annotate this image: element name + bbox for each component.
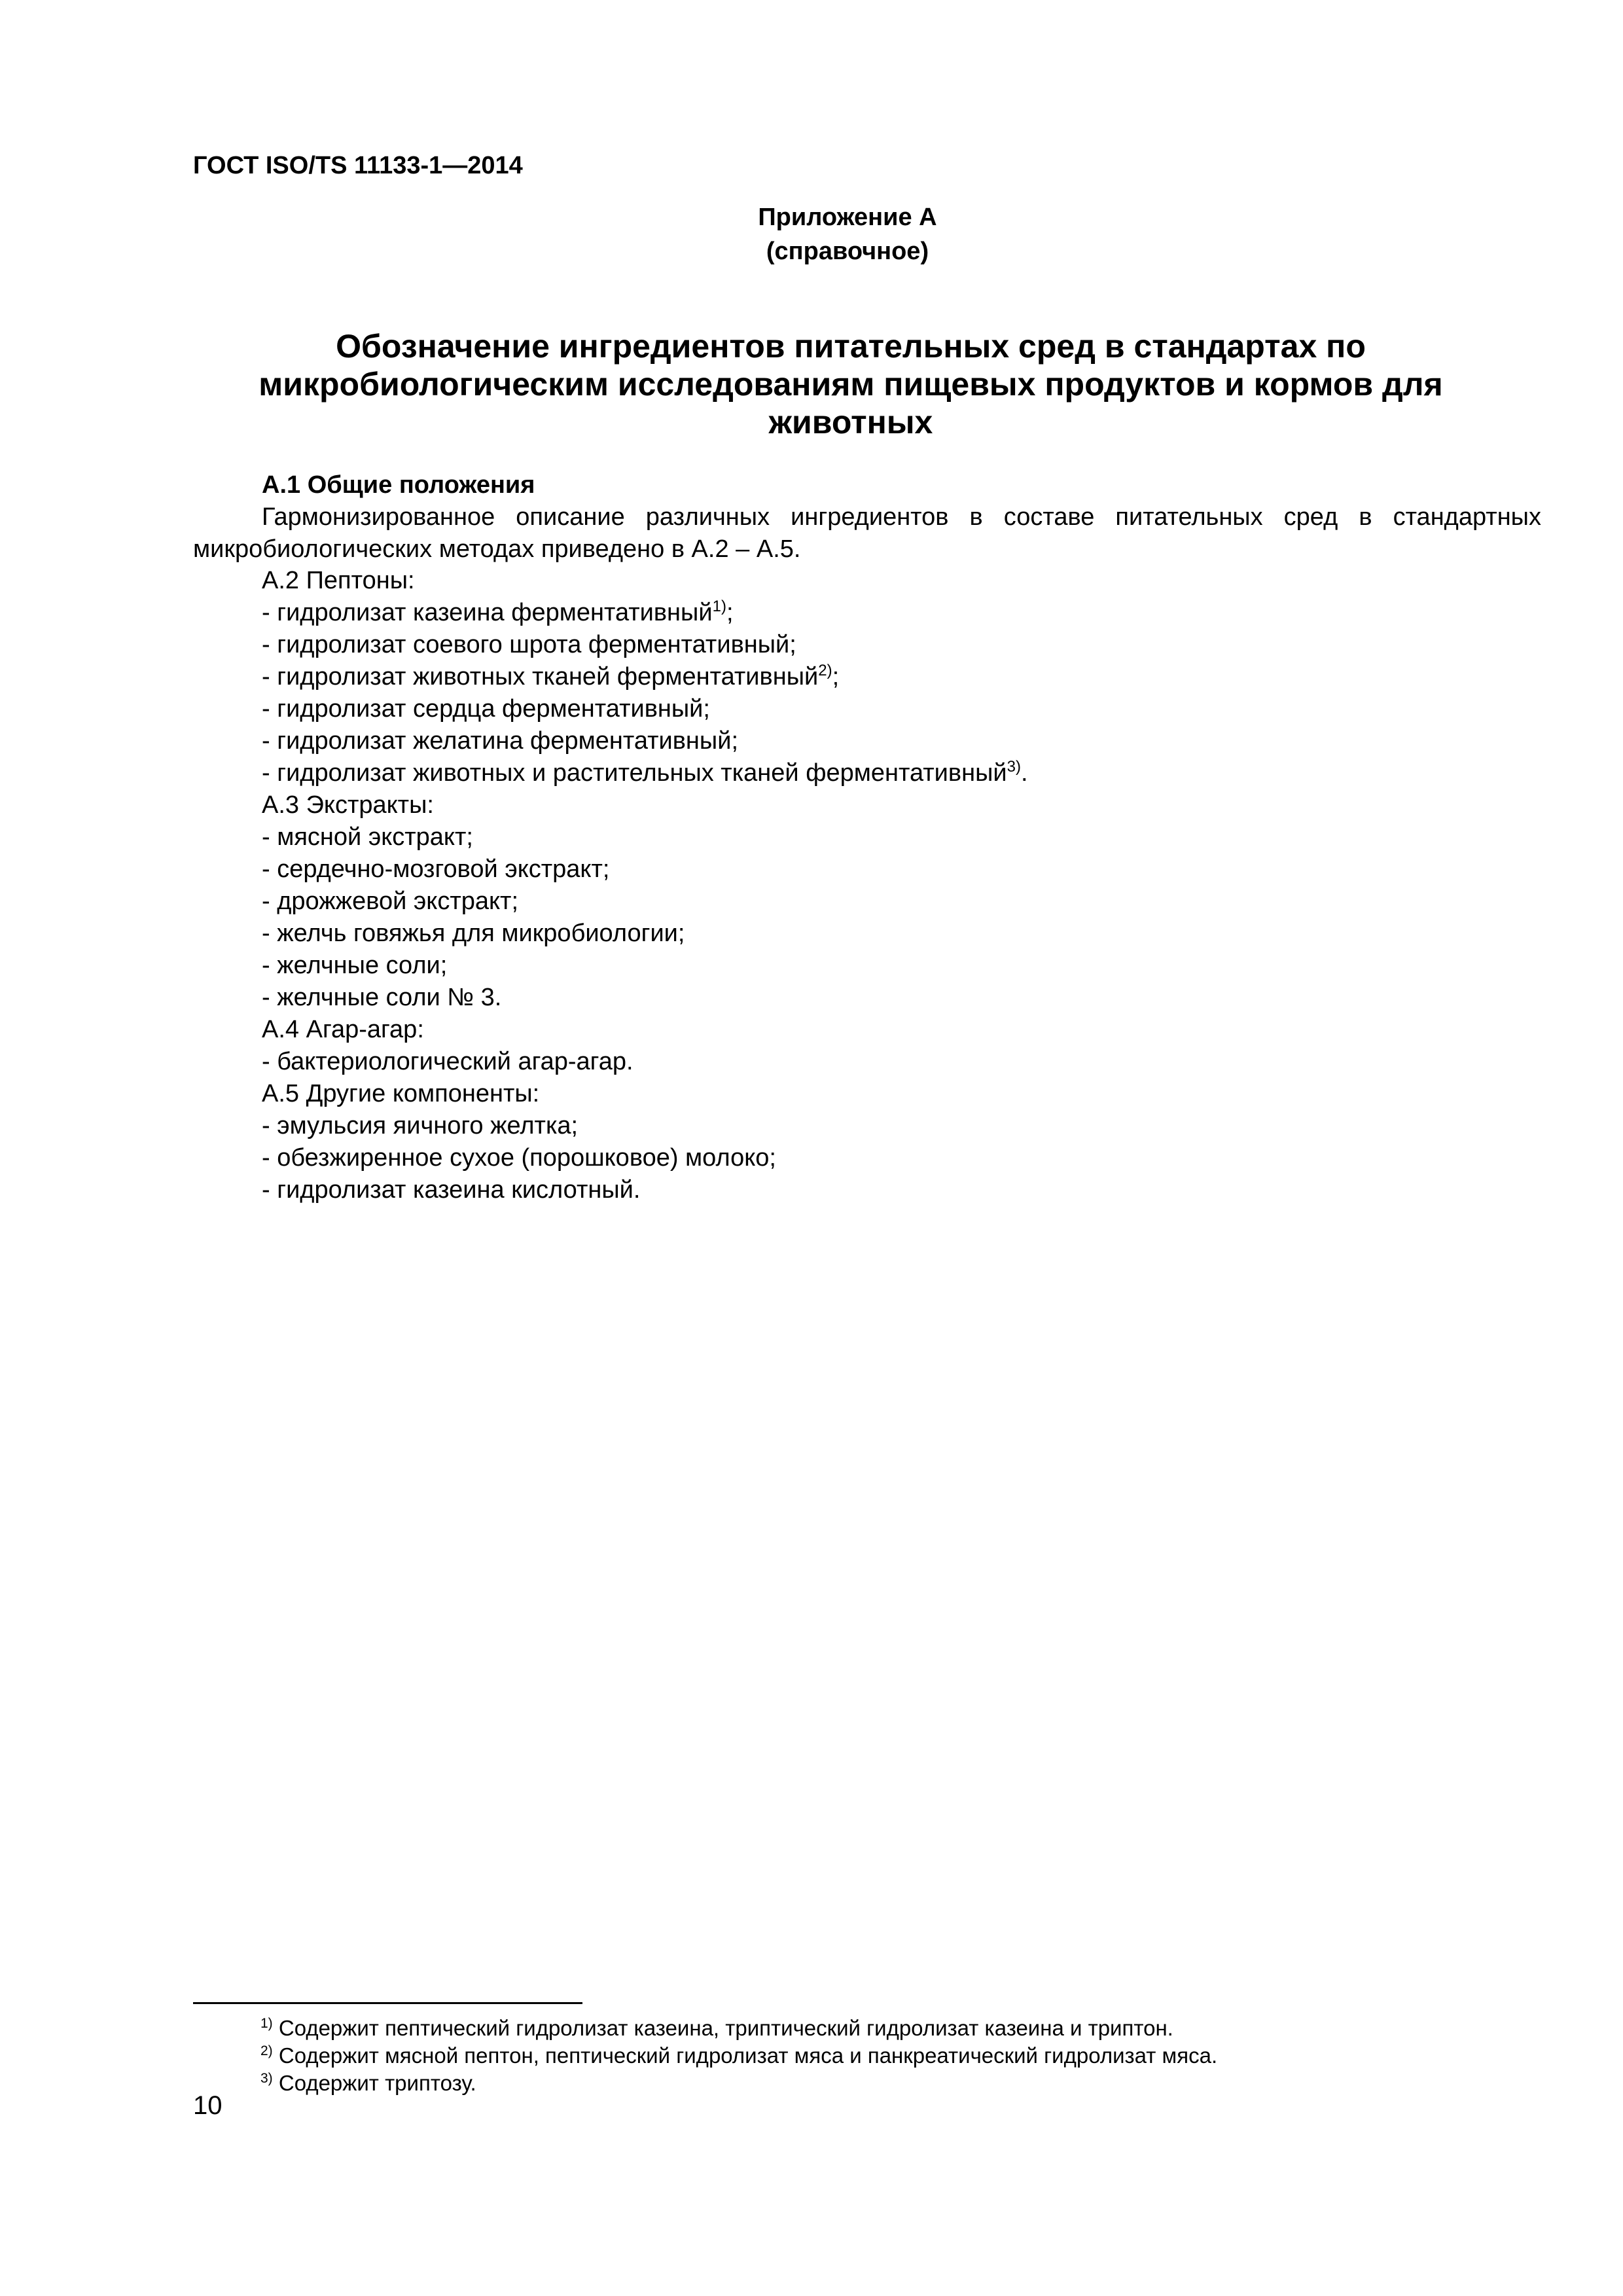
list-item: - гидролизат желатина ферментативный; xyxy=(262,727,739,755)
page-title xyxy=(196,327,1505,441)
footnote-3: $^{3)}$ Содержит триптозу. xyxy=(260,2071,476,2095)
list-item: - эмульсия яичного желтка; xyxy=(262,1112,579,1139)
list-item: - дрожжевой экстракт; xyxy=(262,888,519,915)
list-item: - желчные соли № 3. xyxy=(262,984,502,1011)
list-item: - гидролизат казеина ферментативный$^{1)}$; xyxy=(262,598,734,626)
list-item: - желчь говяжья для микробиологии; xyxy=(262,920,685,947)
list-item: - обезжиренное сухое (порошковое) молоко; xyxy=(262,1144,776,1172)
list-item: - гидролизат сердца ферментативный; xyxy=(262,695,710,723)
list-item: - гидролизат животных тканей ферментативный$^{2)}$; xyxy=(262,662,840,691)
list-item: - бактериологический агар-агар. xyxy=(262,1048,633,1075)
footnote-1: $^{1)}$ Содержит пептический гидролизат казеина, триптический гидролизат казеина и триптон. xyxy=(260,2016,1173,2040)
section-a4-heading: А.4 Агар-агар: xyxy=(262,1016,424,1043)
section-a3-heading: А.3 Экстракты: xyxy=(262,791,434,819)
page-number: 10 xyxy=(193,2091,223,2120)
title-line-2: микробиологическим исследованиям пищевых продуктов и кормов для xyxy=(259,366,1443,403)
annex-type: (справочное) xyxy=(766,238,929,265)
list-item: - сердечно-мозговой экстракт; xyxy=(262,855,610,883)
footnote-separator xyxy=(193,2002,582,2004)
section-a1-text: Гармонизированное описание различных ингредиентов в составе питательных сред в стандартных микробиологических методах приведено в А.2 – А.5. xyxy=(193,503,1541,563)
footnote-2: $^{2)}$ Содержит мясной пептон, пептический гидролизат мяса и панкреатический гидролизат мяса. xyxy=(260,2043,1218,2068)
list-item: - гидролизат животных и растительных тканей ферментативный$^{3)}$. xyxy=(262,758,1028,787)
section-a1-heading: А.1 Общие положения xyxy=(262,471,535,499)
list-item: - гидролизат соевого шрота ферментативный; xyxy=(262,631,796,658)
section-a2-heading: А.2 Пептоны: xyxy=(262,567,415,594)
title-line-3: животных xyxy=(768,404,933,440)
list-item: - мясной экстракт; xyxy=(262,823,473,851)
title-line-1: Обозначение ингредиентов питательных сред в стандартах по xyxy=(336,328,1366,365)
annex-title: Приложение А xyxy=(758,204,937,231)
document-code: ГОСТ ISO/TS 11133-1—2014 xyxy=(193,152,523,179)
list-item: - желчные соли; xyxy=(262,952,448,979)
section-a5-heading: А.5 Другие компоненты: xyxy=(262,1080,540,1107)
list-item: - гидролизат казеина кислотный. xyxy=(262,1176,641,1204)
